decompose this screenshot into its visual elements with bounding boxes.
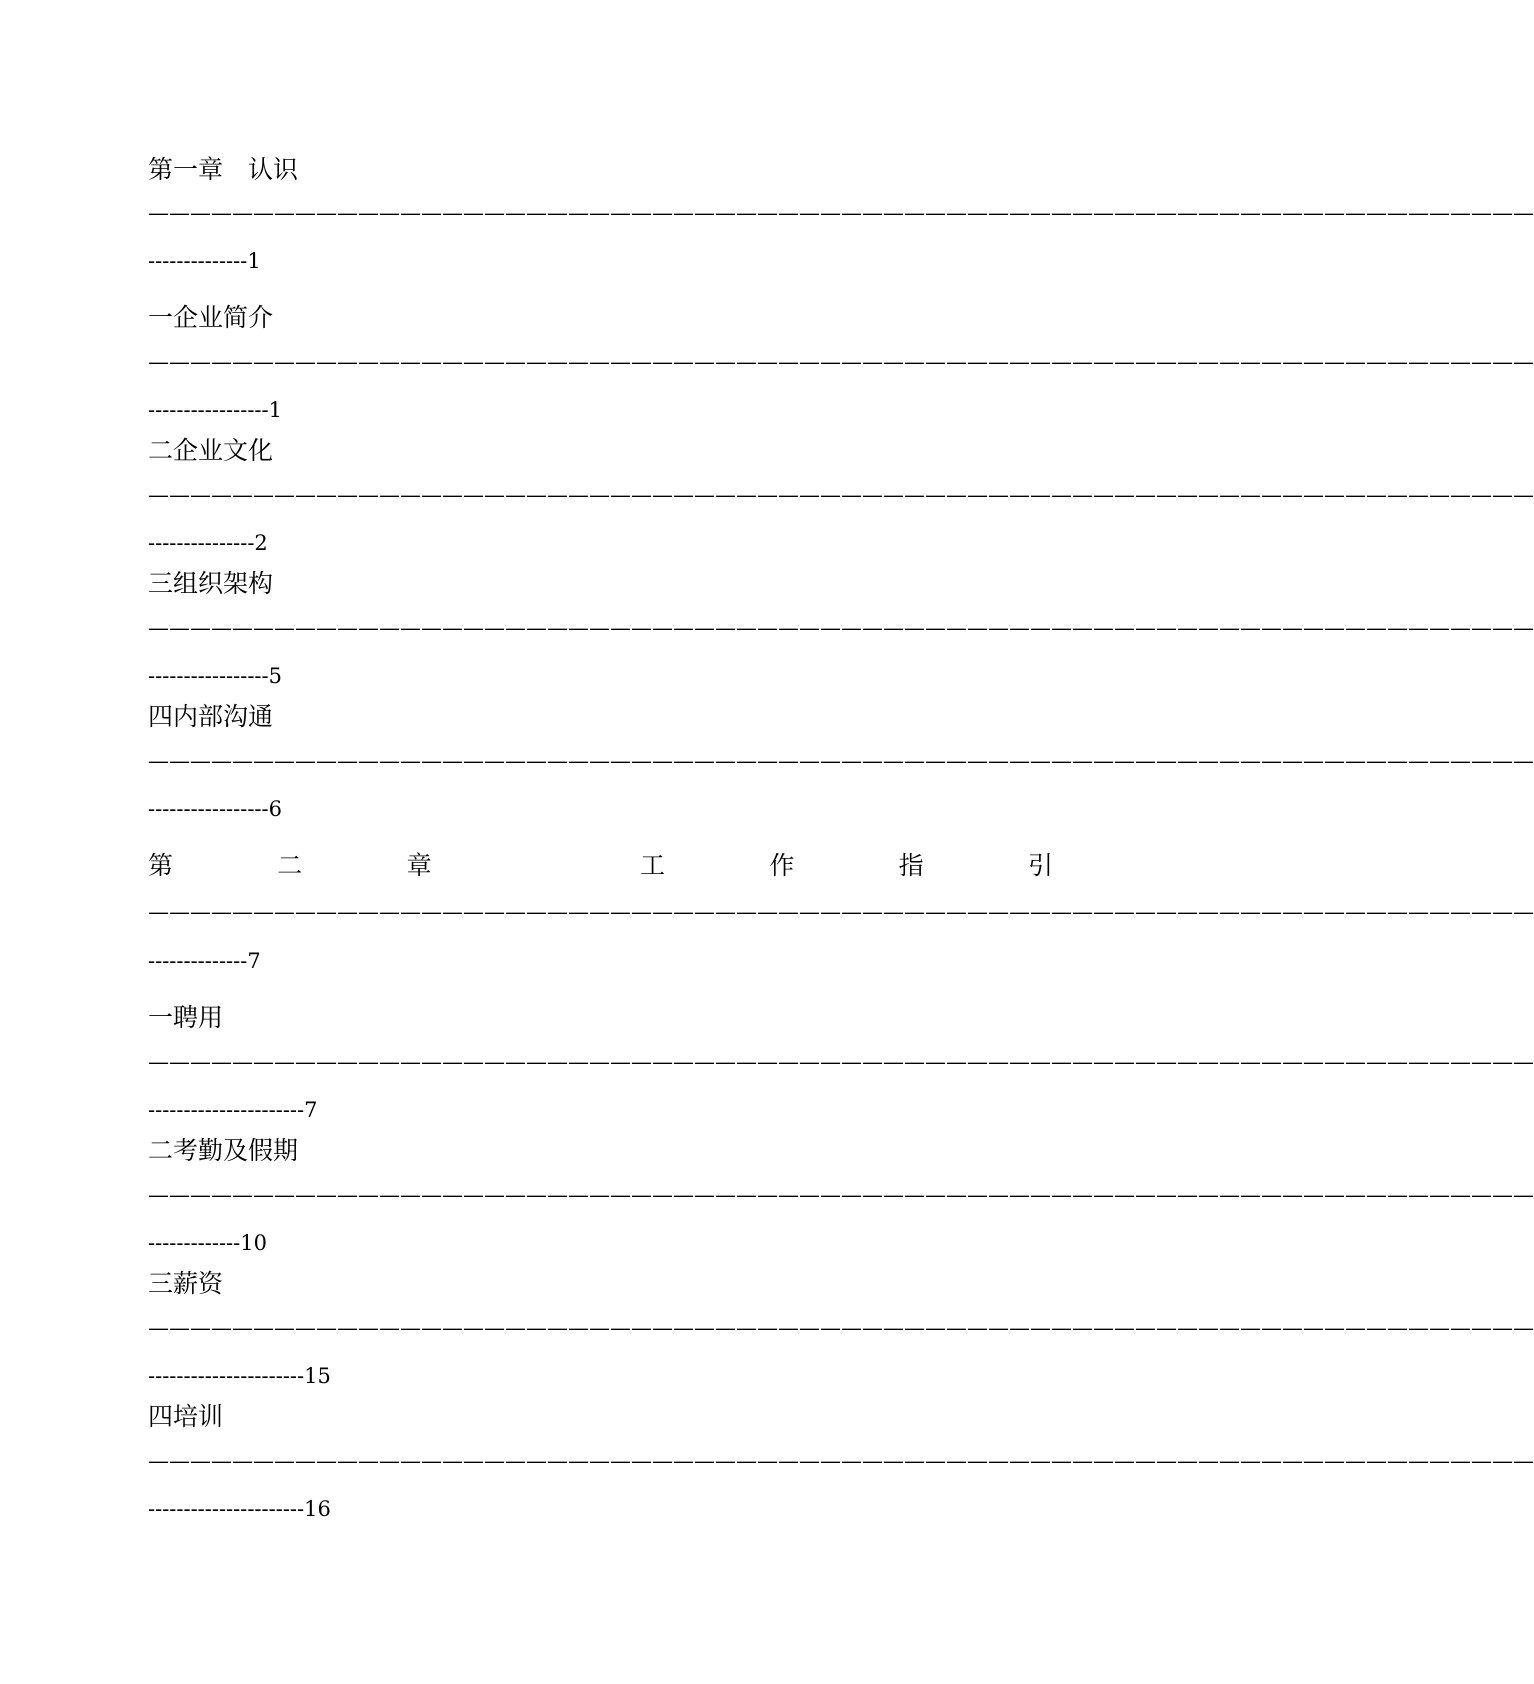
toc-title-section: 二企业文化 (148, 436, 274, 465)
title-char: 第 (148, 851, 174, 880)
toc-page-ref: --------------1 (148, 249, 261, 273)
toc-page-ref: ----------------------15 (148, 1364, 331, 1388)
toc-page-ref: --------------7 (148, 949, 261, 973)
toc-page-ref: -----------------1 (148, 398, 282, 422)
toc-leader: —————————————————————————————————————————————————————————————————— (148, 900, 1534, 924)
toc-leader: —————————————————————————————————————————————————————————————————— (148, 616, 1534, 640)
toc-title-section: 四内部沟通 (148, 702, 274, 731)
title-char: 二 (277, 851, 303, 880)
toc-leader: —————————————————————————————————————————————————————————————————— (148, 1316, 1534, 1340)
toc-page-ref: ---------------2 (148, 531, 268, 555)
title-char: 指 (898, 851, 924, 880)
toc-page-ref: ----------------------7 (148, 1098, 318, 1122)
toc-title-section: 一企业简介 (148, 303, 274, 332)
toc-title-section: 三组织架构 (148, 569, 274, 598)
toc-title-chapter-1: 第一章 认识 (148, 155, 299, 184)
toc-leader: —————————————————————————————————————————————————————————————————— (148, 1050, 1534, 1074)
toc-title-section: 三薪资 (148, 1269, 224, 1298)
toc-page-ref: -------------10 (148, 1231, 267, 1255)
toc-title-section: 一聘用 (148, 1003, 224, 1032)
toc-page-ref: -----------------6 (148, 797, 282, 821)
toc-leader: —————————————————————————————————————————————————————————————————— (148, 1449, 1534, 1473)
title-char: 作 (769, 851, 795, 880)
title-char: 章 (406, 851, 432, 880)
toc-leader: —————————————————————————————————————————————————————————————————— (148, 749, 1534, 773)
toc-page-ref: -----------------5 (148, 664, 282, 688)
toc-leader: —————————————————————————————————————————————————————————————————— (148, 350, 1534, 374)
title-char: 工 (640, 851, 666, 880)
toc-page-ref: ----------------------16 (148, 1497, 331, 1521)
title-char: 引 (1027, 851, 1053, 880)
toc-leader: —————————————————————————————————————————————————————————————————— (148, 201, 1534, 225)
toc-title-chapter-2 (148, 851, 1053, 881)
toc-leader: —————————————————————————————————————————————————————————————————— (148, 483, 1534, 507)
toc-leader: —————————————————————————————————————————————————————————————————— (148, 1183, 1534, 1207)
toc-title-section: 二考勤及假期 (148, 1136, 299, 1165)
toc-title-section: 四培训 (148, 1402, 224, 1431)
